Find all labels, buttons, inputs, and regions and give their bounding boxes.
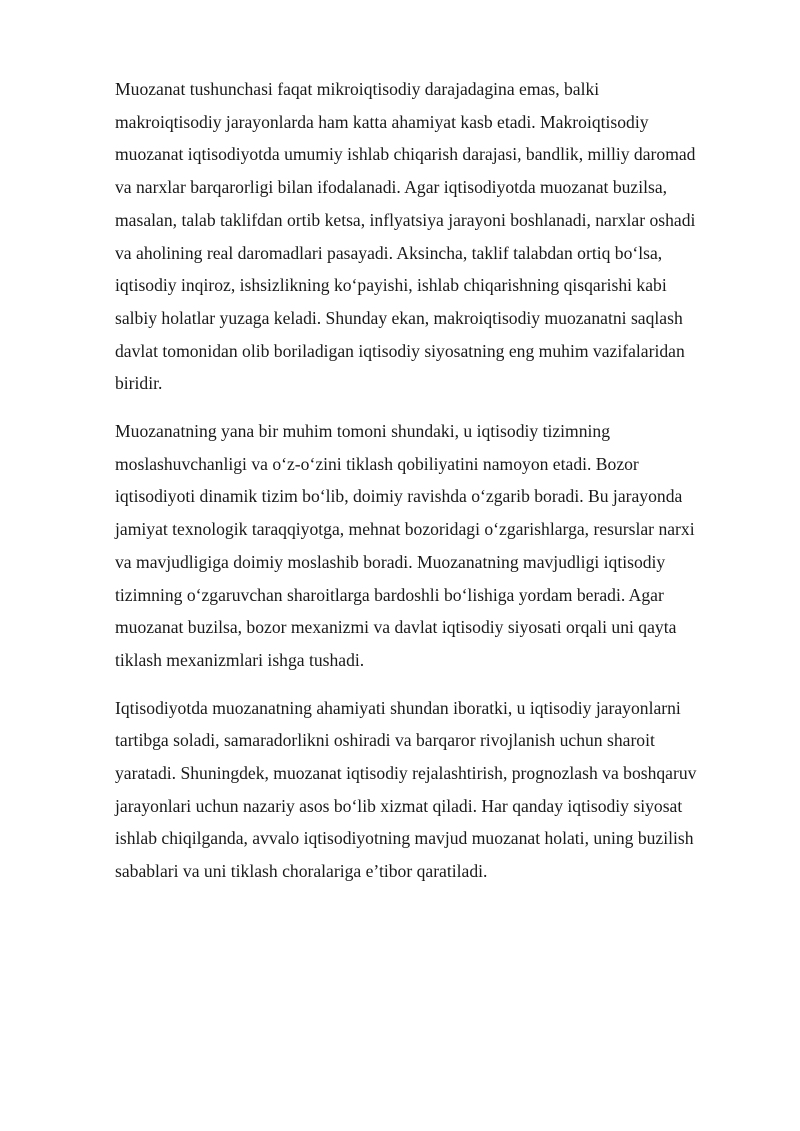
- text-line: tiklash mexanizmlari ishga tushadi.: [115, 649, 365, 670]
- text-line: jamiyat texnologik taraqqiyotga, mehnat bozoridagi o‘zgarishlarga, resurslar narxi: [115, 519, 695, 540]
- paragraph-2: [115, 415, 735, 677]
- text-line: Muozanatning yana bir muhim tomoni shundaki, u iqtisodiy tizimning: [115, 421, 611, 442]
- text-line: biridir.: [115, 373, 163, 394]
- text-line: Iqtisodiyotda muozanatning ahamiyati shundan iboratki, u iqtisodiy jarayonlarni: [115, 697, 681, 718]
- text-line: va aholining real daromadlari pasayadi. Aksincha, taklif talabdan ortiq bo‘lsa,: [115, 242, 663, 263]
- text-line: tizimning o‘zgaruvchan sharoitlarga bardoshli bo‘lishiga yordam beradi. Agar: [115, 584, 664, 605]
- paragraph-3: [115, 692, 735, 888]
- text-line: muozanat iqtisodiyotda umumiy ishlab chiqarish darajasi, bandlik, milliy daromad: [115, 144, 696, 165]
- text-line: muozanat buzilsa, bozor mexanizmi va davlat iqtisodiy siyosati orqali uni qayta: [115, 617, 677, 638]
- text-line: davlat tomonidan olib boriladigan iqtisodiy siyosatning eng muhim vazifalaridan: [115, 340, 685, 361]
- text-line: iqtisodiyoti dinamik tizim bo‘lib, doimiy ravishda o‘zgarib boradi. Bu jarayonda: [115, 486, 683, 507]
- text-line: makroiqtisodiy jarayonlarda ham katta ahamiyat kasb etadi. Makroiqtisodiy: [115, 111, 649, 132]
- paragraph-1: [115, 73, 735, 400]
- text-line: masalan, talab taklifdan ortib ketsa, inflyatsiya jarayoni boshlanadi, narxlar oshadi: [115, 209, 696, 230]
- text-line: tartibga soladi, samaradorlikni oshiradi va barqaror rivojlanish uchun sharoit: [115, 730, 655, 751]
- text-line: Muozanat tushunchasi faqat mikroiqtisodiy darajadagina emas, balki: [115, 79, 600, 99]
- text-line: ishlab chiqilganda, avvalo iqtisodiyotning mavjud muozanat holati, uning buzilish: [115, 828, 694, 849]
- text-line: va mavjudligiga doimiy moslashib boradi. Muozanatning mavjudligi iqtisodiy: [115, 551, 666, 572]
- text-line: salbiy holatlar yuzaga keladi. Shunday ekan, makroiqtisodiy muozanatni saqlash: [115, 307, 683, 328]
- text-line: jarayonlari uchun nazariy asos bo‘lib xizmat qiladi. Har qanday iqtisodiy siyosat: [115, 795, 683, 816]
- text-line: iqtisodiy inqiroz, ishsizlikning ko‘payishi, ishlab chiqarishning qisqarishi kabi: [115, 275, 667, 296]
- document-body: [115, 73, 735, 903]
- text-line: yaratadi. Shuningdek, muozanat iqtisodiy rejalashtirish, prognozlash va boshqaruv: [115, 763, 697, 784]
- text-line: va narxlar barqarorligi bilan ifodalanadi. Agar iqtisodiyotda muozanat buzilsa,: [115, 177, 668, 198]
- text-line: moslashuvchanligi va o‘z-o‘zini tiklash qobiliyatini namoyon etadi. Bozor: [115, 453, 639, 474]
- text-line: sabablari va uni tiklash choralariga e’tibor qaratiladi.: [115, 861, 488, 882]
